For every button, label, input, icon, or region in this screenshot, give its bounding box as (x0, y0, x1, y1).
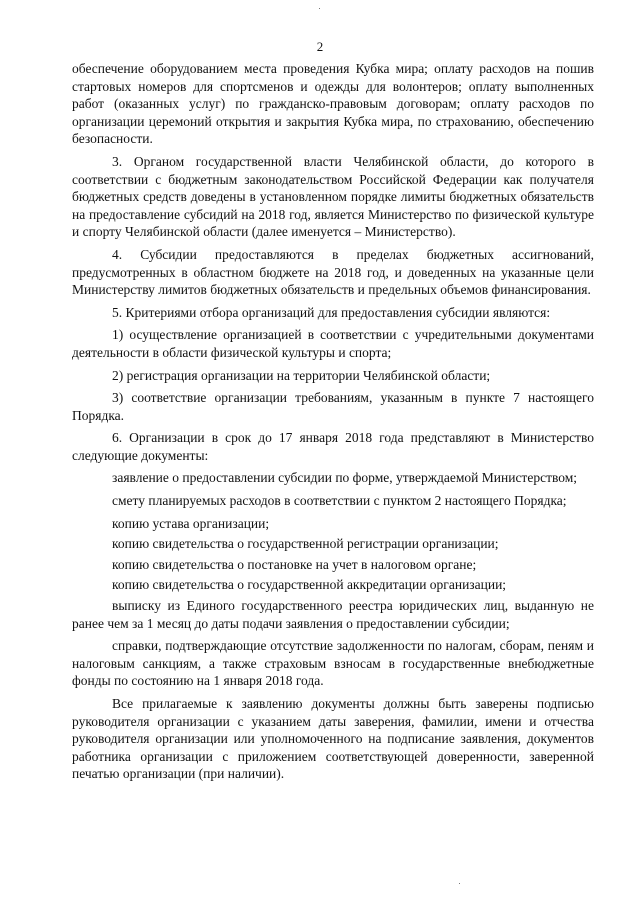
document-item-tax-registration: копию свидетельства о постановке на учет в налоговом органе; (112, 556, 477, 572)
document-item-charter: копию устава организации; (112, 515, 270, 531)
criteria-item-1: 1) осуществление организацией в соответствии с учредительными документами деятельности в области физической культуры и спорта; (72, 327, 594, 360)
document-item-register-extract: выписку из Единого государственного реестра юридических лиц, выданную не ранее чем за 1 месяц до даты подачи заявления о предоставлении субсидии; (72, 598, 594, 631)
scan-speck (319, 8, 320, 9)
document-item-registration: копию свидетельства о государственной регистрации организации; (112, 536, 499, 552)
paragraph-4-subsidies: 4. Субсидии предоставляются в пределах бюджетных ассигнований, предусмотренных в областном бюджете на 2018 год, и доведенных на указанные цели Министерству лимитов бюджетных обязательств и предельных объемов финансирования. (72, 246, 594, 298)
paragraph-6-documents: 6. Организации в срок до 17 января 2018 года представляют в Министерство следующие документы: (72, 430, 594, 463)
paragraph-3-authority: 3. Органом государственной власти Челябинской области, до которого в соответствии с бюджетным законодательством Российской Федерации как получателя бюджетных средств доведены в установленном порядке лимиты бюджетных обязательств на предоставление субсидий на 2018 год, является Министерство по физической культуре и спорту Челябинской области (далее именуется – Министерство). (72, 153, 594, 240)
criteria-item-3: 3) соответствие организации требованиям, указанным в пункте 7 настоящего Порядка. (72, 390, 594, 423)
page-number: 2 (316, 39, 324, 54)
criteria-item-2: 2) регистрация организации на территории Челябинской области; (112, 367, 491, 383)
document-item-debt-certificates: справки, подтверждающие отсутствие задолженности по налогам, сборам, пеням и налоговым санкциям, а также страховым взносам в государственные внебюджетные фонды по состоянию на 1 января 2018 года. (72, 638, 594, 689)
document-item-accreditation: копию свидетельства о государственной аккредитации организации; (112, 577, 507, 593)
paragraph-continuation: обеспечение оборудованием места проведения Кубка мира; оплату расходов на пошив стартовых номеров для спортсменов и одежды для волонтеров; оплату выполненных работ (оказанных услуг) по гражданско-правовым договорам; оплату расходов по организации церемоний открытия и закрытия Кубка мира, по страхованию, обеспечению безопасности. (72, 61, 594, 147)
paragraph-certification: Все прилагаемые к заявлению документы должны быть заверены подписью руководителя организации с указанием даты заверения, фамилии, имени и отчества руководителя организации или уполномоченного на подписание заявления, документов работника организации с приложением соответствующей доверенности, заверенной печатью организации (при наличии). (72, 696, 594, 782)
document-item-application: заявление о предоставлении субсидии по форме, утверждаемой Министерством; (112, 470, 578, 486)
document-item-estimate: смету планируемых расходов в соответствии с пунктом 2 настоящего Порядка; (112, 493, 567, 509)
scan-speck (459, 883, 460, 884)
paragraph-5-criteria: 5. Критериями отбора организаций для предоставления субсидии являются: (112, 304, 551, 320)
document-body (72, 60, 594, 788)
